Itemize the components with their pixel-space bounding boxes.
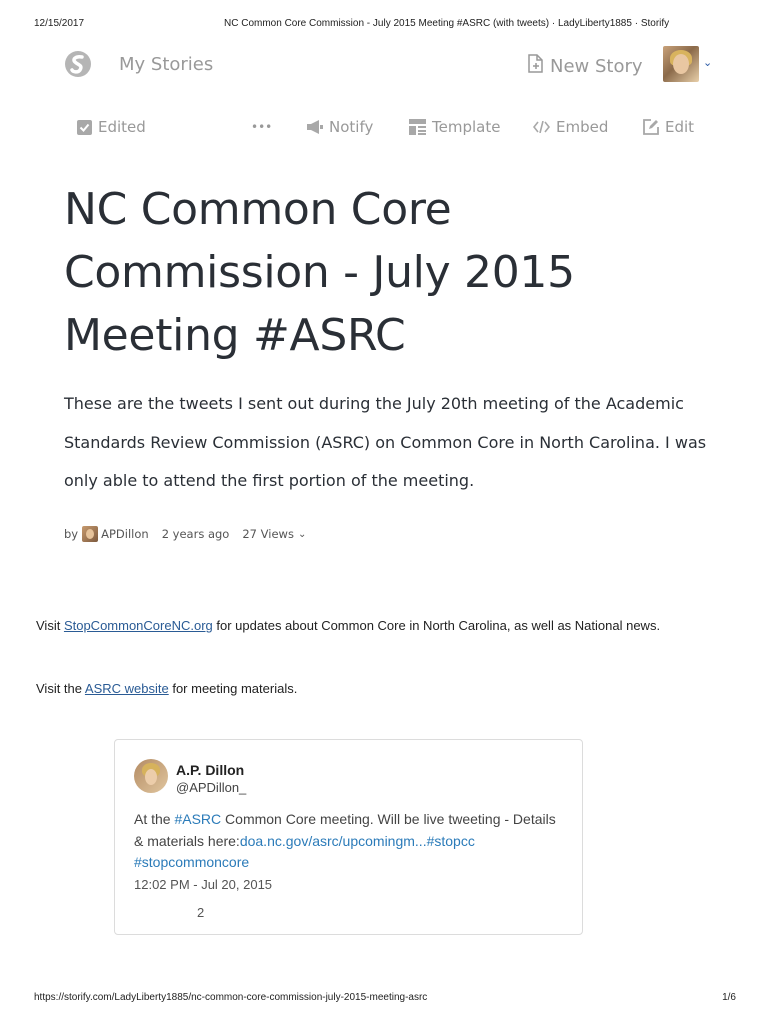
print-header xyxy=(34,18,734,32)
chevron-down-icon[interactable]: ⌄ xyxy=(297,528,307,540)
tweet-like-count[interactable]: 2 xyxy=(197,905,205,920)
story-title: NC Common Core Commission - July 2015 Meeting #ASRC xyxy=(64,184,575,361)
megaphone-icon xyxy=(306,120,323,134)
new-story-button[interactable] xyxy=(527,54,643,78)
print-title: NC Common Core Commission - July 2015 Meeting #ASRC (with tweets) · LadyLiberty1885 · Storify xyxy=(224,18,670,29)
template-label: Template xyxy=(432,118,501,136)
tweet-text-part: Common Core meeting. Will be live tweeting - Details & materials here: xyxy=(134,811,556,849)
print-url: https://storify.com/LadyLiberty1885/nc-common-core-commission-july-2015-meeting-asrc xyxy=(34,992,428,1003)
my-stories-link[interactable]: My Stories xyxy=(119,54,214,75)
chevron-down-icon[interactable]: ⌄ xyxy=(703,57,713,69)
storify-logo-icon[interactable] xyxy=(64,50,92,78)
paragraph-text: for updates about Common Core in North Carolina, as well as National news. xyxy=(212,618,661,633)
template-button[interactable] xyxy=(409,118,500,136)
author-avatar[interactable] xyxy=(82,526,98,542)
edited-check-icon xyxy=(77,120,92,135)
edit-pencil-icon xyxy=(643,119,659,135)
edited-label: Edited xyxy=(98,118,146,136)
print-footer xyxy=(34,992,736,1006)
paragraph-text: Visit xyxy=(36,618,64,633)
print-date: 12/15/2017 xyxy=(34,18,85,29)
tweet-url-link[interactable]: doa.nc.gov/asrc/upcomingm... xyxy=(239,832,427,849)
hashtag-link[interactable]: #ASRC xyxy=(174,811,222,827)
paragraph-text: for meeting materials. xyxy=(168,681,298,696)
new-story-label: New Story xyxy=(550,55,643,77)
story-description: These are the tweets I sent out during the July 20th meeting of the Academic Standards Review Commission (ASRC) on Common Core in North Carolina. I was only able to attend the first portion of the meeting. xyxy=(64,394,707,490)
edit-label: Edit xyxy=(665,118,695,136)
edited-status xyxy=(77,118,146,136)
code-icon xyxy=(533,121,550,133)
edit-button[interactable] xyxy=(643,118,694,136)
template-icon xyxy=(409,119,426,135)
text-paragraph xyxy=(36,681,297,696)
tweet-avatar[interactable] xyxy=(134,759,168,793)
embedded-tweet xyxy=(114,739,583,935)
tweet-text xyxy=(134,809,564,874)
more-options-button[interactable]: ••• xyxy=(251,120,273,134)
paragraph-text: Visit the xyxy=(36,681,85,696)
author-name[interactable]: APDillon xyxy=(101,527,149,541)
top-navigation xyxy=(64,48,714,82)
story-byline xyxy=(64,526,306,542)
print-page-number: 1/6 xyxy=(722,992,736,1003)
tweet-text-part: At the xyxy=(134,811,175,827)
text-paragraph xyxy=(36,618,660,633)
tweet-timestamp[interactable]: 12:02 PM - Jul 20, 2015 xyxy=(134,877,273,892)
new-document-icon xyxy=(527,54,544,78)
hashtag-link[interactable]: #stopcc xyxy=(426,832,475,849)
notify-label: Notify xyxy=(329,118,374,136)
tweet-author-name[interactable]: A.P. Dillon xyxy=(176,762,245,778)
embed-label: Embed xyxy=(556,118,609,136)
story-toolbar xyxy=(0,116,768,140)
user-avatar[interactable] xyxy=(663,46,699,82)
stopcommoncore-link[interactable]: StopCommonCoreNC.org xyxy=(63,618,213,633)
hashtag-link[interactable]: #stopcommoncore xyxy=(134,854,250,870)
views-count[interactable]: 27 Views xyxy=(242,527,294,541)
story-age: 2 years ago xyxy=(161,527,230,541)
embed-button[interactable] xyxy=(533,118,608,136)
byline-by: by xyxy=(64,527,79,541)
notify-button[interactable] xyxy=(306,118,373,136)
tweet-handle[interactable]: @APDillon_ xyxy=(176,780,247,795)
asrc-website-link[interactable]: ASRC website xyxy=(84,681,169,696)
